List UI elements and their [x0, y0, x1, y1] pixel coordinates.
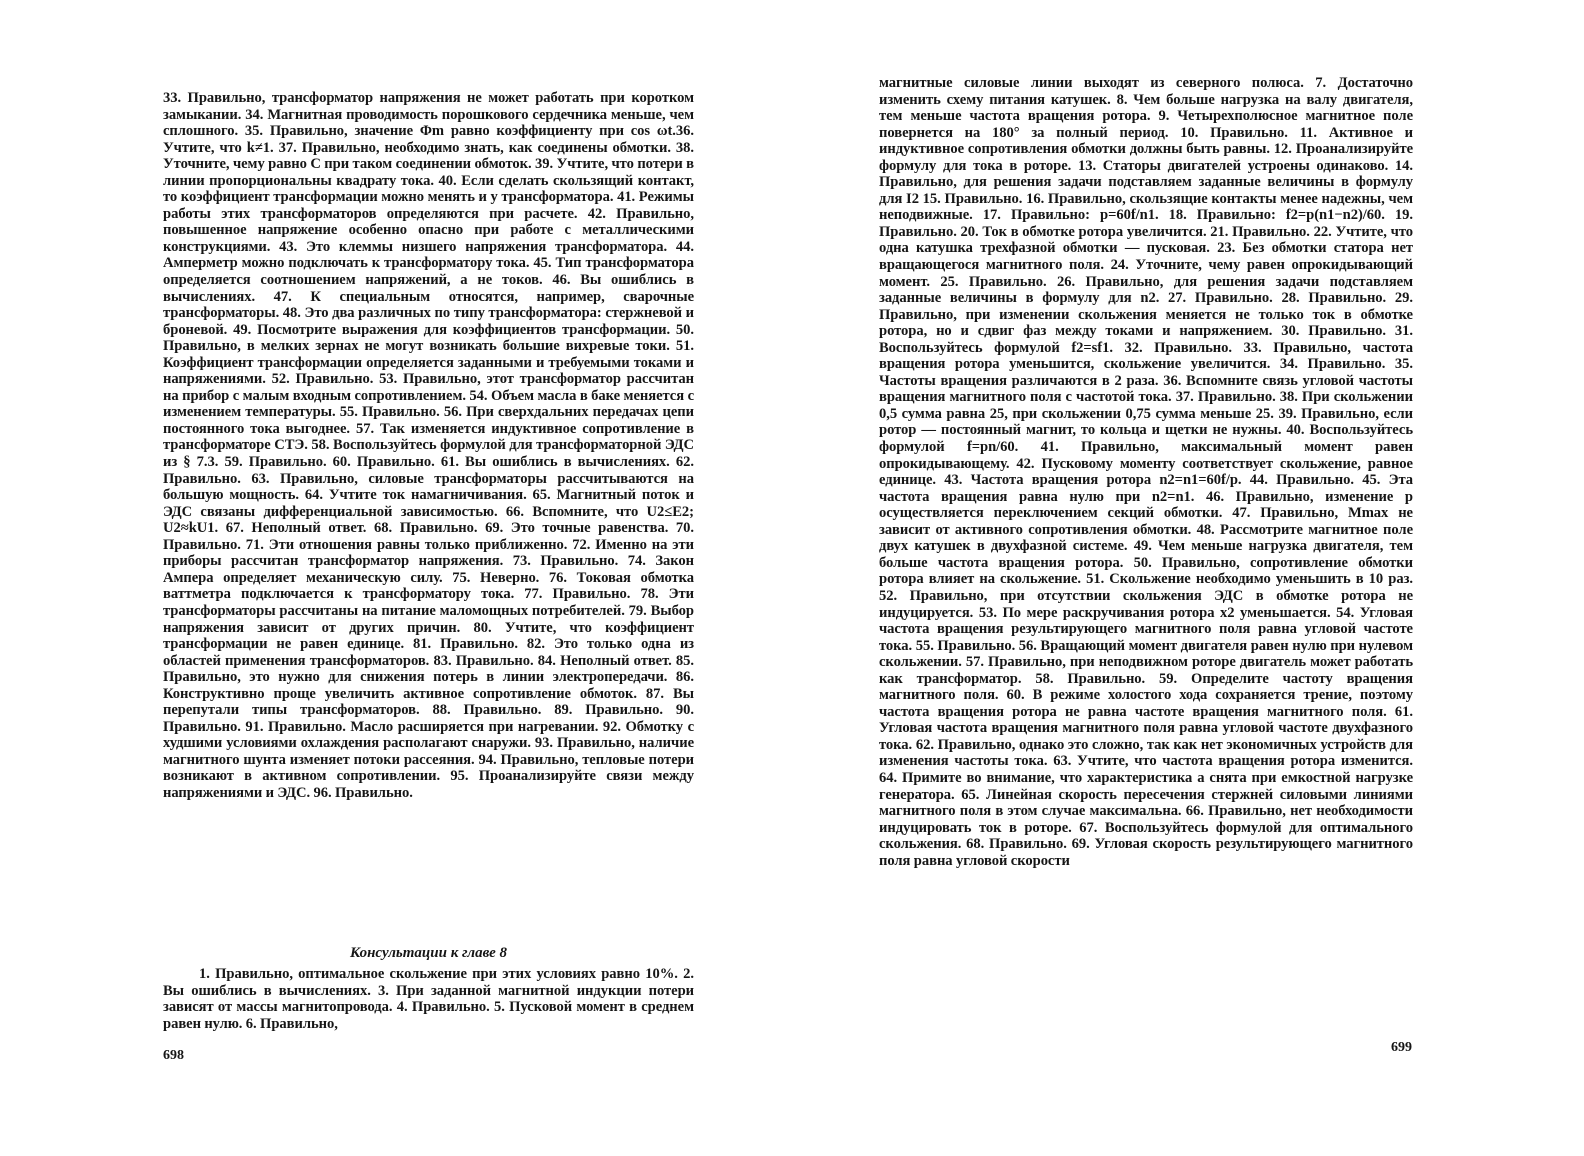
page-number-right: 699 [1391, 1040, 1412, 1055]
answers-paragraph-chapter-7: 33. Правильно, трансформатор напряжения не может работать при коротком замыкании. 34. Магнитная проводимость порошкового сердечника меньше, чем сплошного. 35. Правильно, значение Φm равно коэффициенту при cos ωt.36. Учтите, что k≠1. 37. Правильно, необходимо знать, как соединены обмотки. 38. Уточните, чему равно C при таком соединении обмоток. 39. Учтите, что потери в линии пропорциональны квадрату тока. 40. Если сделать скользящий контакт, то коэффициент трансформации можно менять и у трансформатора. 41. Режимы работы этих трансформаторов определяются при расчете. 42. Правильно, повышенное напряжение особенно опасно при работе с металлическими конструкциями. 43. Это клеммы низшего напряжения трансформатора. 44. Амперметр можно подключать к трансформатору тока. 45. Тип трансформатора определяется соотношением напряжений, а не токов. 46. Вы ошиблись в вычислениях. 47. К специальным относятся, например, сварочные трансформаторы. 48. Это два различных по типу трансформатора: стержневой и броневой. 49. Посмотрите выражения для коэффициентов трансформации. 50. Правильно, в мелких зернах не могут возникать большие вихревые токи. 51. Коэффициент трансформации определяется заданными и требуемыми токами и напряжениями. 52. Правильно. 53. Правильно, этот трансформатор рассчитан на прибор с малым входным сопротивлением. 54. Объем масла в баке меняется с изменением температуры. 55. Правильно. 56. При сверхдальних передачах цепи постоянного тока выгоднее. 57. Так изменяется индуктивное сопротивление в трансформаторе СТЭ. 58. Воспользуйтесь формулой для трансформаторной ЭДС из § 7.3. 59. Правильно. 60. Правильно. 61. Вы ошиблись в вычислениях. 62. Правильно. 63. Правильно, силовые трансформаторы рассчитываются на большую мощность. 64. Учтите ток намагничивания. 65. Магнитный поток и ЭДС связаны дифференциальной зависимостью. 66. Вспомните, что U2≤E2; U2≈kU1. 67. Неполный ответ. 68. Правильно. 69. Это точные равенства. 70. Правильно. 71. Эти отношения равны только приближенно. 72. Именно на эти приборы рассчитан трансформатор напряжения. 73. Правильно. 74. Закон Ампера определяет механическую силу. 75. Неверно. 76. Токовая обмотка ваттметра подключается к трансформатору тока. 77. Правильно. 78. Эти трансформаторы рассчитаны на питание маломощных потребителей. 79. Выбор напряжения зависит от других причин. 80. Учтите, что коэффициент трансформации не равен единице. 81. Правильно. 82. Это только одна из областей применения трансформаторов. 83. Правильно. 84. Неполный ответ. 85. Правильно, это нужно для снижения потерь в линии электропередачи. 86. Конструктивно проще увеличить активное сопротивление обмоток. 87. Вы перепутали типы трансформаторов. 88. Правильно. 89. Правильно. 90. Правильно. 91. Правильно. Масло расширяется при нагревании. 92. Обмотку с худшими условиями охлаждения располагают снаружи. 93. Правильно, наличие магнитного шунта изменяет потоки рассеяния. 94. Правильно, тепловые потери возникают в активном сопротивлении. 95. Проанализируйте связи между напряжениями и ЭДС. 96. Правильно. [163, 90, 694, 801]
consultations-paragraph-chapter-8: 1. Правильно, оптимальное скольжение при этих условиях равно 10%. 2. Вы ошиблись в вычислениях. 3. При заданной магнитной индукции потери зависят от массы магнитопровода. 4. Правильно. 5. Пусковой момент в среднем равен нулю. 6. Правильно, [163, 966, 694, 1032]
answers-paragraph-continued: магнитные силовые линии выходят из северного полюса. 7. Достаточно изменить схему питания катушек. 8. Чем больше нагрузка на валу двигателя, тем меньше частота вращения ротора. 9. Четырехполюсное магнитное поле повернется на 180° за полный период. 10. Правильно. 11. Активное и индуктивное сопротивления обмотки должны быть равны. 12. Проанализируйте формулу для тока в роторе. 13. Статоры двигателей устроены одинаково. 14. Правильно, для решения задачи подставляем заданные величины в формулу для I2 15. Правильно. 16. Правильно, скользящие контакты менее надежны, чем неподвижные. 17. Правильно: p=60f/n1. 18. Правильно: f2=p(n1−n2)/60. 19. Правильно. 20. Ток в обмотке ротора увеличится. 21. Правильно. 22. Учтите, что одна катушка трехфазной обмотки — пусковая. 23. Без обмотки статора нет вращающегося магнитного поля. 24. Уточните, чему равен опрокидывающий момент. 25. Правильно. 26. Правильно, для решения задачи подставляем заданные величины в формулу для n2. 27. Правильно. 28. Правильно. 29. Правильно, при изменении скольжения меняется не только ток в обмотке ротора, но и сдвиг фаз между токами и напряжением. 30. Правильно. 31. Воспользуйтесь формулой f2=sf1. 32. Правильно. 33. Правильно, частота вращения ротора уменьшится, скольжение увеличится. 34. Правильно. 35. Частоты вращения различаются в 2 раза. 36. Вспомните связь угловой частоты вращения магнитного поля с частотой тока. 37. Правильно. 38. При скольжении 0,5 сумма равна 25, при скольжении 0,75 сумма меньше 25. 39. Правильно, если ротор — постоянный магнит, то кольца и щетки не нужны. 40. Воспользуйтесь формулой f=pn/60. 41. Правильно, максимальный момент равен опрокидывающему. 42. Пусковому моменту соответствует скольжение, равное единице. 43. Частота вращения ротора n2=n1=60f/p. 44. Правильно. 45. Эта частота вращения равна нулю при n2=n1. 46. Правильно, изменение p осуществляется переключением секций обмотки. 47. Правильно, Mmax не зависит от активного сопротивления обмотки. 48. Рассмотрите магнитное поле двух катушек в двухфазной системе. 49. Чем меньше нагрузка двигателя, тем больше частота вращения ротора. 50. Правильно, сопротивление обмотки ротора влияет на скольжение. 51. Скольжение необходимо уменьшить в 10 раз. 52. Правильно, при отсутствии скольжения ЭДС в обмотке ротора не индуцируется. 53. По мере раскручивания ротора x2 уменьшается. 54. Угловая частота вращения результирующего магнитного поля равна угловой частоте тока. 55. Правильно. 56. Вращающий момент двигателя равен нулю при нулевом скольжении. 57. Правильно, при неподвижном роторе двигатель может работать как трансформатор. 58. Правильно. 59. Определите частоту вращения магнитного поля. 60. В режиме холостого хода сохраняется трение, поэтому частота вращения ротора не равна частоте вращения магнитного поля. 61. Угловая частота вращения магнитного поля равна угловой частоте двухфазного тока. 62. Правильно, однако это сложно, так как нет экономичных устройств для изменения частоты тока. 63. Учтите, что частота вращения ротора изменится. 64. Примите во внимание, что характеристика a снята при емкостной нагрузке генератора. 65. Линейная скорость пересечения стержней силовыми линиями магнитного поля в этом случае максимальна. 66. Правильно, нет необходимости индуцировать ток в роторе. 67. Воспользуйтесь формулой для оптимального скольжения. 68. Правильно. 69. Угловая скорость результирующего магнитного поля равна угловой скорости [879, 75, 1413, 869]
section-heading: Консультации к главе 8 [349, 945, 508, 961]
page-number-left: 698 [163, 1048, 184, 1063]
right-page [792, 0, 1584, 1156]
